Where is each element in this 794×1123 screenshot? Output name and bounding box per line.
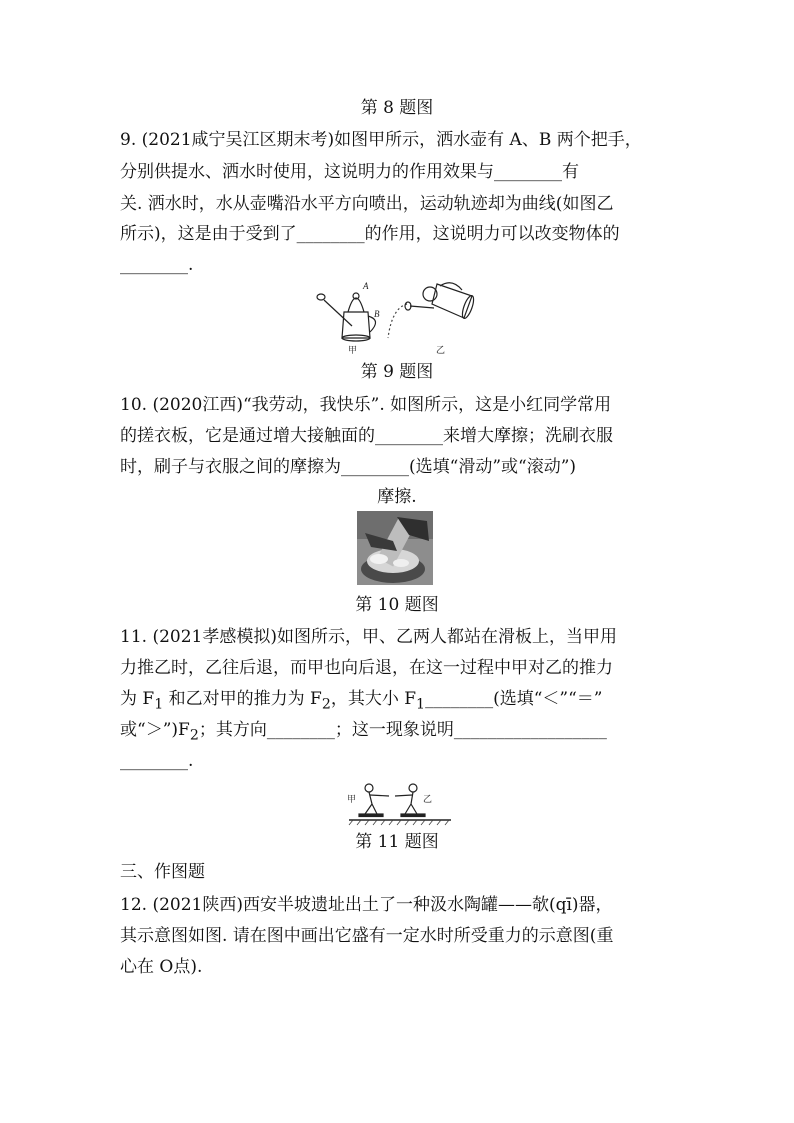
watering-can-tilted-illustration — [405, 283, 476, 320]
q11-line-5: ________. — [120, 751, 194, 771]
q10-line-4: 摩擦. — [377, 487, 417, 507]
q9-line-3: 关. 洒水时，水从壶嘴沿水平方向喷出，运动轨迹却为曲线(如图乙 — [120, 194, 614, 214]
figure-caption-q9: 第 9 题图 — [360, 362, 434, 382]
q11-sub-3: 1 — [416, 696, 426, 713]
person-jia-illustration — [359, 784, 389, 817]
q11-sub-2: 2 — [321, 696, 331, 713]
watering-can-figure — [312, 276, 482, 356]
watering-can-upright-illustration — [317, 293, 376, 341]
section-title: 三、作图题 — [120, 862, 205, 882]
q11-line-3 — [120, 687, 602, 716]
person-yi-illustration — [395, 784, 425, 817]
q12-line-1: 12. (2021陕西)西安半坡遗址出土了一种汲水陶罐——欹(qī)器， — [120, 895, 613, 915]
washboard-photo — [357, 511, 433, 585]
q10-line-3: 时，刷子与衣服之间的摩擦为________(选填“滑动”或“滚动”) — [120, 457, 577, 477]
q11-line-4-part-a: 或“＞”)F — [120, 720, 190, 740]
label-yi: 乙 — [423, 795, 433, 805]
label-a: A — [363, 281, 369, 291]
label-jia: 甲 — [347, 795, 357, 805]
skateboard-push-figure — [339, 780, 459, 828]
q11-line-2: 力推乙时，乙往后退，而甲也向后退，在这一过程中甲对乙的推力 — [120, 658, 613, 678]
q9-line-1: 9. (2021咸宁吴江区期末考)如图甲所示，洒水壶有 A、B 两个把手， — [120, 130, 642, 150]
figure-caption-q10: 第 10 题图 — [355, 595, 439, 615]
q12-line-3: 心在 O点). — [120, 957, 203, 977]
figure-caption-q8: 第 8 题图 — [360, 98, 434, 118]
q11-line-4-part-b: ；其方向________；这一现象说明__________________ — [198, 720, 607, 740]
q11-line-4 — [120, 718, 607, 747]
q12-line-2: 其示意图如图. 请在图中画出它盛有一定水时所受重力的示意图(重 — [120, 926, 614, 946]
q11-line-1: 11. (2021孝感模拟)如图所示，甲、乙两人都站在滑板上，当甲用 — [120, 627, 617, 647]
label-yi: 乙 — [436, 346, 446, 356]
water-trajectory — [388, 304, 407, 338]
label-jia: 甲 — [348, 346, 358, 356]
q9-line-5: ________. — [120, 255, 194, 275]
figure-caption-q11: 第 11 题图 — [355, 832, 439, 852]
q10-line-1: 10. (2020江西)“我劳动，我快乐”. 如图所示，这是小红同学常用 — [120, 395, 612, 415]
q11-line-3-part-a: 为 F — [120, 689, 155, 709]
q11-line-3-part-d: ________(选填“＜”“＝” — [425, 689, 603, 709]
label-b: B — [374, 309, 380, 319]
q10-line-2: 的搓衣板，它是通过增大接触面的________来增大摩擦；洗刷衣服 — [120, 426, 613, 446]
q11-line-3-part-c: ，其大小 F — [330, 689, 417, 709]
q11-line-3-part-b: 和乙对甲的推力为 F — [163, 689, 322, 709]
q11-sub-4: 2 — [189, 727, 199, 744]
q9-line-2: 分别供提水、洒水时使用，这说明力的作用效果与________有 — [120, 162, 579, 182]
q11-sub-1: 1 — [154, 696, 164, 713]
q9-line-4: 所示)，这是由于受到了________的作用，这说明力可以改变物体的 — [120, 224, 620, 244]
